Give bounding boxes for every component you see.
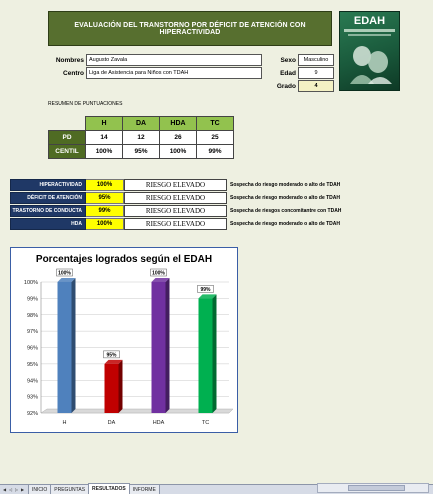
y-tick-label: 96% bbox=[26, 345, 38, 352]
cover-title: EDAH bbox=[353, 15, 386, 27]
x-tick-label: H bbox=[62, 420, 67, 426]
summary-label: HIPERACTIVIDAD bbox=[10, 179, 86, 191]
bar bbox=[152, 282, 166, 413]
scores-cell: 99% bbox=[197, 145, 234, 159]
section-label: RESUMEN DE PUNTUACIONES bbox=[48, 101, 123, 107]
summary-risk: RIESGO ELEVADO bbox=[124, 218, 227, 230]
sexo-field[interactable]: Masculino bbox=[298, 54, 334, 66]
chart-plot bbox=[11, 248, 237, 432]
bar bbox=[105, 364, 119, 413]
summary-description: Sospecha de riesgo moderado o alto de TDAH bbox=[230, 195, 341, 201]
summary-percent: 100% bbox=[86, 218, 124, 230]
cover-illustration bbox=[346, 42, 394, 84]
sheet-nav bbox=[0, 485, 28, 494]
bar-side bbox=[166, 278, 170, 413]
y-tick-label: 98% bbox=[26, 312, 38, 319]
grado-field[interactable]: 4 bbox=[298, 80, 334, 92]
grado-label: Grado bbox=[276, 83, 296, 90]
bar-side bbox=[72, 278, 76, 413]
scores-header: H bbox=[86, 117, 123, 131]
next-sheet-icon[interactable]: ▷ bbox=[14, 486, 19, 492]
y-tick-label: 92% bbox=[26, 411, 38, 417]
chart-title: Porcentajes logrados según el EDAH bbox=[35, 254, 213, 265]
scores-header: HDA bbox=[160, 117, 197, 131]
summary-description: Sospecha de riesgos concomitantre con TDAH bbox=[230, 208, 342, 214]
scores-cell: 100% bbox=[160, 145, 197, 159]
nombres-field[interactable]: Augusto Zavala bbox=[86, 54, 262, 66]
summary-percent: 95% bbox=[86, 192, 124, 204]
y-tick-label: 93% bbox=[26, 394, 38, 401]
scores-cell: 100% bbox=[86, 145, 123, 159]
data-label: 100% bbox=[152, 270, 165, 277]
scores-cell: 14 bbox=[86, 131, 123, 145]
percent-chart[interactable] bbox=[10, 247, 238, 433]
summary-percent: 100% bbox=[86, 179, 124, 191]
centro-field[interactable]: Liga de Asistencia para Niños con TDAH bbox=[86, 67, 262, 79]
prev-sheet-icon[interactable]: ◁ bbox=[8, 486, 13, 492]
scores-cell: 95% bbox=[123, 145, 160, 159]
scores-cell: 26 bbox=[160, 131, 197, 145]
scores-row-label: CENTIL bbox=[49, 145, 86, 159]
scores-table bbox=[48, 116, 234, 159]
summary-description: Sospecha do riesgo moderado o alto de TDAH bbox=[230, 182, 341, 188]
summary-label: DÉFICIT DE ATENCIÓN bbox=[10, 192, 86, 204]
y-tick-label: 94% bbox=[26, 378, 38, 385]
scores-cell: 12 bbox=[123, 131, 160, 145]
bar-side bbox=[213, 294, 217, 413]
summary-percent: 99% bbox=[86, 205, 124, 217]
centro-label: Centro bbox=[63, 70, 84, 77]
summary-label: TRASTORNO DE CONDUCTA bbox=[10, 205, 86, 217]
scores-cell: 25 bbox=[197, 131, 234, 145]
edad-label: Edad bbox=[280, 70, 296, 77]
x-tick-label: TC bbox=[201, 420, 210, 426]
y-tick-label: 97% bbox=[26, 329, 38, 336]
y-tick-label: 100% bbox=[23, 280, 38, 286]
last-sheet-icon[interactable]: ▶ bbox=[20, 486, 25, 492]
bar bbox=[58, 282, 72, 413]
bar-side bbox=[119, 360, 123, 413]
summary-risk: RIESGO ELEVADO bbox=[124, 192, 227, 204]
sheet-tab-bar bbox=[0, 484, 433, 494]
scores-header: DA bbox=[123, 117, 160, 131]
cover-subtitle-line bbox=[344, 29, 395, 32]
data-label: 99% bbox=[200, 286, 211, 293]
scores-header: TC bbox=[197, 117, 234, 131]
tab-resultados[interactable]: RESULTADOS bbox=[88, 483, 130, 494]
first-sheet-icon[interactable]: ◀ bbox=[2, 486, 7, 492]
cover-subtitle-line-2 bbox=[348, 34, 391, 36]
scores-row-pd bbox=[49, 131, 234, 145]
summary-row-hiperactividad bbox=[10, 179, 340, 191]
scrollbar-thumb[interactable] bbox=[348, 485, 405, 491]
tab-preguntas[interactable]: PREGUNTAS bbox=[50, 484, 89, 494]
summary-row-hda bbox=[10, 218, 340, 230]
y-tick-label: 99% bbox=[26, 296, 38, 303]
summary-row-deficit bbox=[10, 192, 340, 204]
data-label: 95% bbox=[106, 352, 117, 359]
summary-risk: RIESGO ELEVADO bbox=[124, 205, 227, 217]
x-tick-label: DA bbox=[107, 420, 116, 426]
tab-inicio[interactable]: INICIO bbox=[28, 484, 51, 494]
scores-row-label: PD bbox=[49, 131, 86, 145]
x-tick-label: HDA bbox=[152, 420, 165, 426]
y-tick-label: 95% bbox=[26, 361, 38, 368]
edad-field[interactable]: 9 bbox=[298, 67, 334, 79]
scores-row-centil bbox=[49, 145, 234, 159]
nombres-label: Nombres bbox=[55, 57, 84, 64]
summary-description: Sospecha de riesgo moderado o alto de TDAH bbox=[230, 221, 341, 227]
summary-risk: RIESGO ELEVADO bbox=[124, 179, 227, 191]
page-title: EVALUACIÓN DEL TRANSTORNO POR DÉFICIT DE ATENCIÓN CON HIPERACTIVIDAD bbox=[48, 11, 332, 46]
edah-cover-image bbox=[339, 11, 400, 91]
bar bbox=[199, 298, 213, 413]
scores-header-row bbox=[49, 117, 234, 131]
scores-corner bbox=[49, 117, 86, 131]
summary-row-conducta bbox=[10, 205, 341, 217]
data-label: 100% bbox=[58, 270, 71, 277]
tab-informe[interactable]: INFORME bbox=[129, 484, 160, 494]
sexo-label: Sexo bbox=[280, 57, 296, 64]
summary-label: HDA bbox=[10, 218, 86, 230]
horizontal-scrollbar[interactable] bbox=[317, 483, 429, 493]
